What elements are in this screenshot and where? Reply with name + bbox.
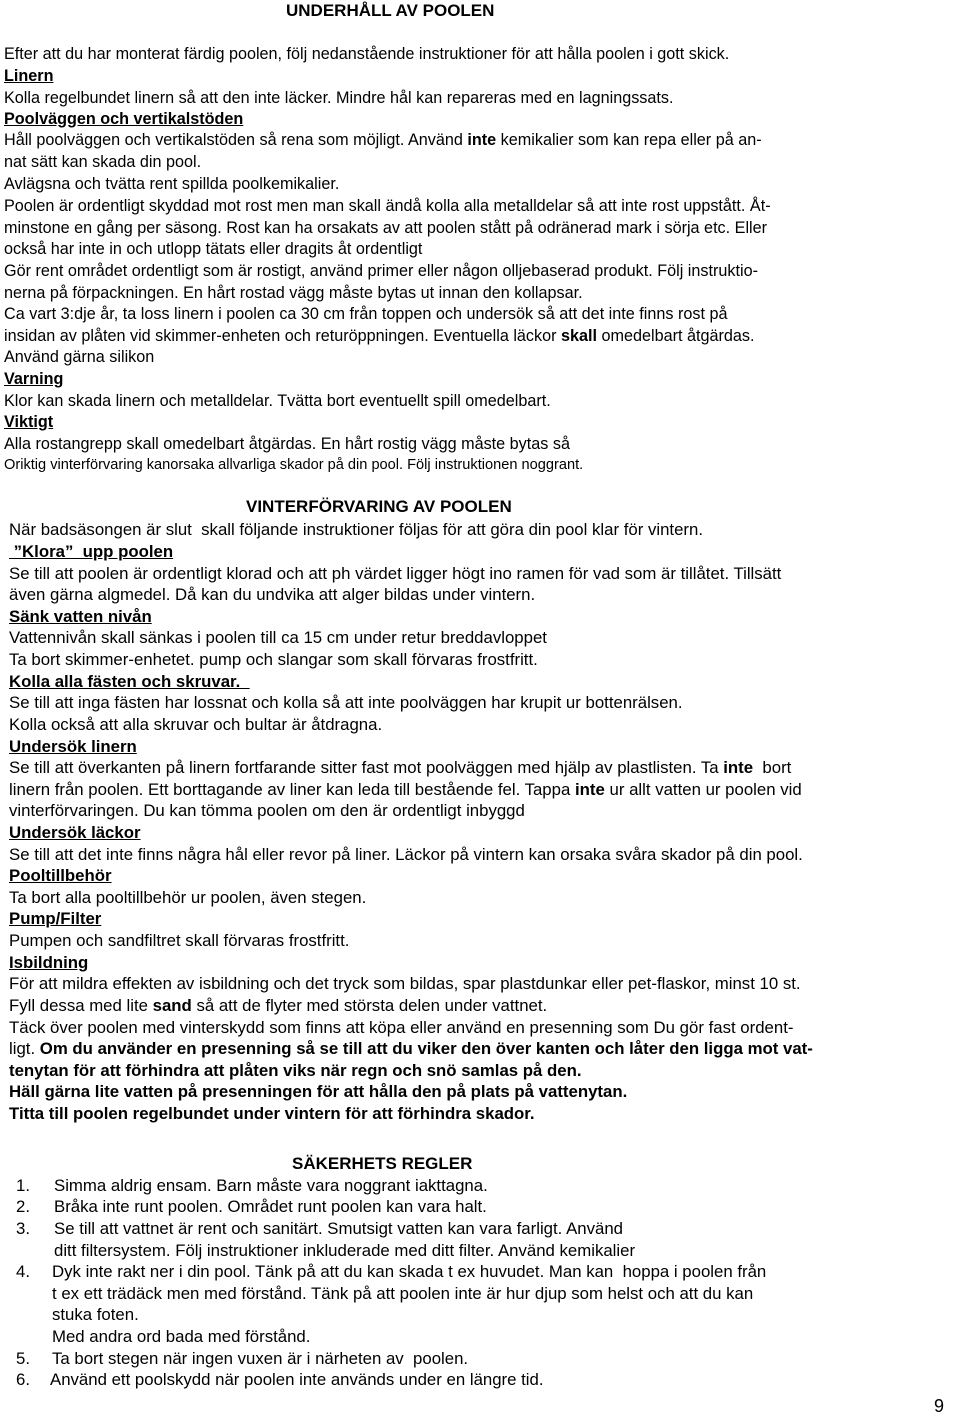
poolvaggen-line-9: Ca vart 3:dje år, ta loss linern i poolen ca 30 cm från toppen och undersök så att det inte finns rost på: [4, 305, 728, 323]
isbildning-line-5: tenytan för att förhindra att plåten viks när regn och snö samlas på den.: [9, 1061, 582, 1080]
winter-intro: När badsäsongen är slut skall följande instruktioner följas för att göra din pool klar för vintern.: [9, 520, 703, 539]
isbildning-line-1: För att mildra effekten av isbildning och det tryck som bildas, spar plastdunkar eller pet-flaskor, minst 10 st.: [9, 974, 801, 993]
rule-4-line-3: stuka foten.: [52, 1305, 139, 1324]
isbildning-line-4: ligt. Om du använder en presenning så se till att du viker den över kanten och låter den ligga mot vat-: [9, 1039, 813, 1058]
poolvaggen-line-5: minstone en gång per säsong. Rost kan ha orsakats av att poolen stått på odränerad mark i sörja etc. Eller: [4, 219, 768, 237]
rule-6: Använd ett poolskydd när poolen inte används under en längre tid.: [50, 1370, 544, 1389]
kolla-line-2: Kolla också att alla skruvar och bultar är åtdragna.: [9, 715, 383, 734]
poolvaggen-line-8: nerna på förpackningen. En hårt rostad vägg måste bytas ut innan den kollapsar.: [4, 284, 583, 302]
linern-check-line-3: vinterförvaringen. Du kan tömma poolen om den är ordentligt inbyggd: [9, 801, 525, 820]
rule-number-4: 4.: [16, 1262, 30, 1281]
heading-viktigt: Viktigt: [4, 413, 54, 431]
sank-line-1: Vattennivån skall sänkas i poolen till ca 15 cm under retur breddavloppet: [9, 628, 547, 647]
pooltillbehor-line-1: Ta bort alla pooltillbehör ur poolen, även stegen.: [9, 888, 367, 907]
heading-kolla-fasten: Kolla alla fästen och skruvar.: [9, 672, 250, 691]
heading-isbildning: Isbildning: [9, 953, 89, 972]
rule-4-line-2: t ex ett trädäck men med förstånd. Tänk på att poolen inte är hur djup som helst och att du kan: [52, 1284, 754, 1303]
isbildning-line-7: Titta till poolen regelbundet under vintern för att förhindra skador.: [9, 1104, 535, 1123]
intro-text: Efter att du har monterat färdig poolen, följ nedanstående instruktioner för att hålla poolen i gott skick.: [4, 45, 730, 63]
heading-pooltillbehor: Pooltillbehör: [9, 866, 112, 885]
poolvaggen-line-1: Håll poolväggen och vertikalstöden så rena som möjligt. Använd inte kemikalier som kan repa eller på an-: [4, 131, 762, 149]
linern-text: Kolla regelbundet linern så att den inte läcker. Mindre hål kan repareras med en lagningssats.: [4, 89, 674, 107]
poolvaggen-line-4: Poolen är ordentligt skyddad mot rost men man skall ändå kolla alla metalldelar så att inte rost uppstått. Åt-: [4, 197, 771, 215]
viktigt-text: Alla rostangrepp skall omedelbart åtgärdas. En hårt rostig vägg måste bytas så: [4, 435, 570, 453]
rule-4-line-1: Dyk inte rakt ner i din pool. Tänk på att du kan skada t ex huvudet. Man kan hoppa i poolen från: [52, 1262, 767, 1281]
poolvaggen-line-10: insidan av plåten vid skimmer-enheten och returöppningen. Eventuella läckor skall omedelbart åtgärdas.: [4, 327, 755, 345]
title-sakerhets-regler: SÄKERHETS REGLER: [292, 1154, 473, 1173]
poolvaggen-line-6: också har inte in och utlopp tätats eller dragits åt ordentligt: [4, 240, 423, 258]
rule-number-1: 1.: [16, 1176, 30, 1195]
heading-klora: ”Klora” upp poolen: [9, 542, 174, 561]
page-number: 9: [934, 1396, 945, 1416]
poolvaggen-line-11: Använd gärna silikon: [4, 348, 155, 366]
isbildning-line-2: Fyll dessa med lite sand så att de flyter med största delen under vattnet.: [9, 996, 548, 1015]
rule-5: Ta bort stegen när ingen vuxen är i närheten av poolen.: [52, 1349, 469, 1368]
heading-sank-vatten: Sänk vatten nivån: [9, 607, 152, 626]
pump-line-1: Pumpen och sandfiltret skall förvaras frostfritt.: [9, 931, 350, 950]
linern-check-line-2: linern från poolen. Ett borttagande av liner kan leda till bestående fel. Tappa inte ur allt vatten ur poolen vid: [9, 780, 802, 799]
poolvaggen-line-7: Gör rent området ordentligt som är rostigt, använd primer eller någon olljebaserad produkt. Följ instruktio-: [4, 262, 758, 280]
klora-line-1: Se till att poolen är ordentligt klorad och att ph värdet ligger högt ino ramen för vad som är tillåtet. Tillsätt: [9, 564, 782, 583]
heading-undersok-lackor: Undersök läckor: [9, 823, 141, 842]
title-underhall: UNDERHÅLL AV POOLEN: [286, 1, 495, 20]
rule-number-6: 6.: [16, 1370, 30, 1389]
heading-pump-filter: Pump/Filter: [9, 909, 102, 928]
sank-line-2: Ta bort skimmer-enhetet. pump och slangar som skall förvaras frostfritt.: [9, 650, 538, 669]
isbildning-line-3: Täck över poolen med vinterskydd som finns att köpa eller använd en presenning som Du gör fast ordent-: [9, 1018, 794, 1037]
rule-number-2: 2.: [16, 1197, 30, 1216]
isbildning-line-6: Häll gärna lite vatten på presenningen för att hålla den på plats på vattenytan.: [9, 1082, 628, 1101]
title-vinterforvaring: VINTERFÖRVARING AV POOLEN: [246, 497, 512, 516]
lackor-line-1: Se till att det inte finns några hål eller revor på liner. Läckor på vintern kan orsaka svåra skador på din pool.: [9, 845, 803, 864]
rule-4-line-4: Med andra ord bada med förstånd.: [52, 1327, 311, 1346]
rule-3-line-1: Se till att vattnet är rent och sanitärt. Smutsigt vatten kan vara farligt. Använd: [54, 1219, 623, 1238]
heading-poolvaggen: Poolväggen och vertikalstöden: [4, 110, 244, 128]
kolla-line-1: Se till att inga fästen har lossnat och kolla så att inte poolväggen har krupit ur bottenrälsen.: [9, 693, 683, 712]
viktigt-small-note: Oriktig vinterförvaring kanorsaka allvarliga skador på din pool. Följ instruktionen noggrant.: [4, 457, 584, 473]
rule-number-5: 5.: [16, 1349, 30, 1368]
klora-line-2: även gärna algmedel. Då kan du undvika att alger bildas under vintern.: [9, 585, 536, 604]
poolvaggen-line-3: Avlägsna och tvätta rent spillda poolkemikalier.: [4, 175, 340, 193]
rule-2: Bråka inte runt poolen. Området runt poolen kan vara halt.: [54, 1197, 487, 1216]
rule-1: Simma aldrig ensam. Barn måste vara noggrant iakttagna.: [54, 1176, 488, 1195]
heading-linern: Linern: [4, 67, 54, 85]
heading-varning: Varning: [4, 370, 64, 388]
rule-3-line-2: ditt filtersystem. Följ instruktioner inkluderade med ditt filter. Använd kemikalier: [54, 1241, 636, 1260]
poolvaggen-line-2: nat sätt kan skada din pool.: [4, 153, 202, 171]
linern-check-line-1: Se till att överkanten på linern fortfarande sitter fast mot poolväggen med hjälp av plastlisten. Ta inte bort: [9, 758, 792, 777]
varning-text: Klor kan skada linern och metalldelar. Tvätta bort eventuellt spill omedelbart.: [4, 392, 551, 410]
heading-undersok-linern: Undersök linern: [9, 737, 137, 756]
rule-number-3: 3.: [16, 1219, 30, 1238]
